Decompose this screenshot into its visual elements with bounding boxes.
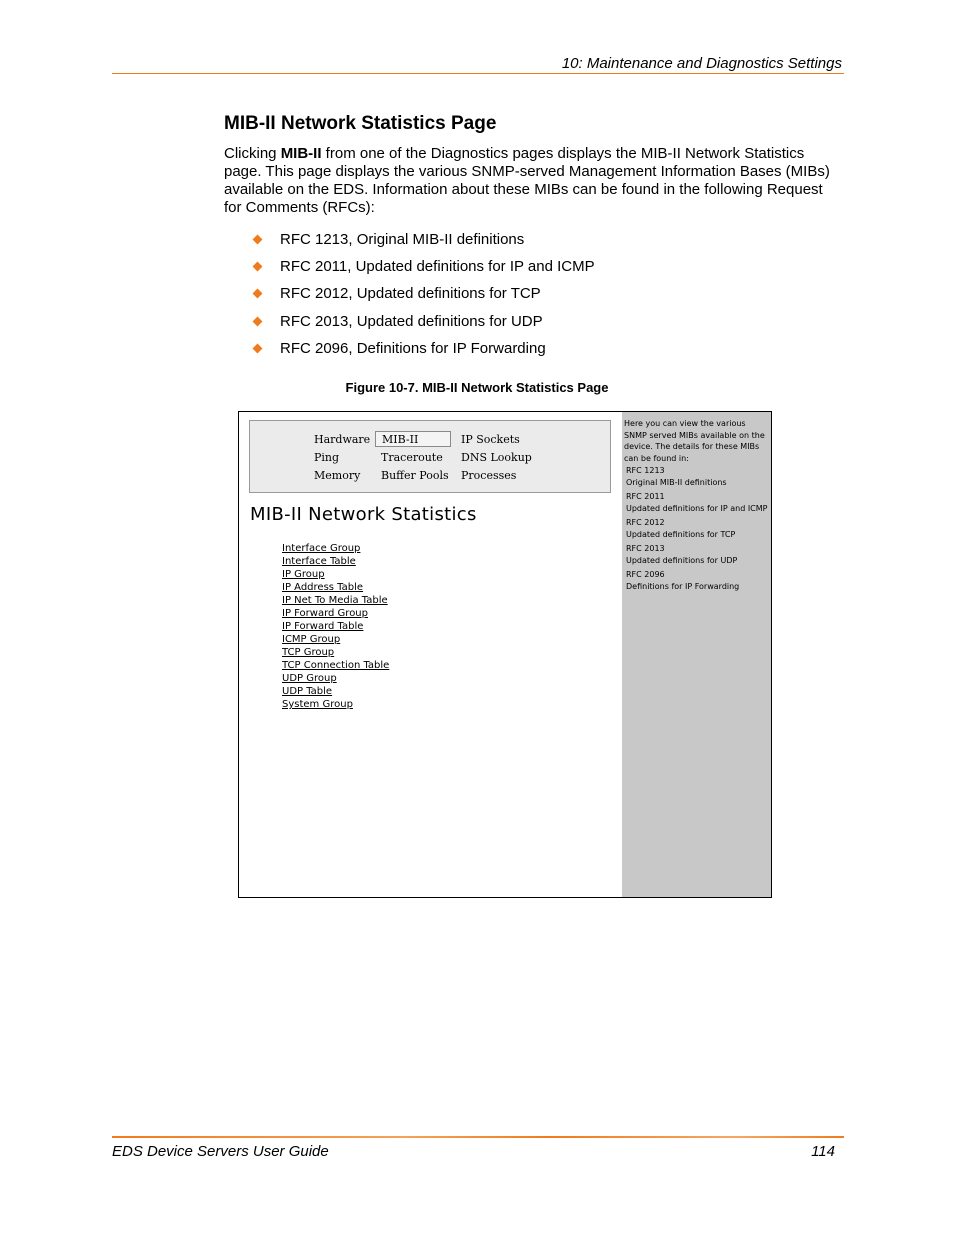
list-item [282, 647, 389, 660]
help-intro-line: device. The details for these MIBs [624, 442, 760, 451]
list-item [282, 660, 389, 673]
list-item [282, 634, 389, 647]
intro-after: from one of the Diagnostics pages displays the MIB-II Network Statistics page. This page displays the various SNMP-served Management Information Bases (MIBs) available on the EDS. Information about these MIBs can be found in the following Request for Comments (RFCs): [224, 145, 830, 216]
screenshot-main-panel [239, 412, 622, 897]
help-rfc-entry [624, 569, 769, 592]
help-rfc-entry [624, 491, 769, 514]
stats-page-title: MIB-II Network Statistics [250, 504, 477, 525]
menu-item-memory[interactable]: Memory [314, 469, 361, 482]
diamond-bullet-icon [253, 343, 263, 353]
menu-item-mib-ii[interactable]: MIB-II [375, 431, 451, 447]
link-ip-forward-table[interactable]: IP Forward Table [282, 621, 364, 632]
diamond-bullet-icon [253, 289, 263, 299]
rfc-name: RFC 2011 [626, 492, 665, 501]
bullet-text: RFC 2013, Updated definitions for UDP [280, 312, 543, 330]
rfc-desc: Updated definitions for TCP [626, 529, 736, 539]
intro-paragraph [224, 145, 844, 217]
help-rfc-entry [624, 517, 769, 540]
bullet-text: RFC 2011, Updated definitions for IP and ICMP [280, 258, 595, 276]
list-item [282, 569, 389, 582]
rfc-desc: Original MIB-II definitions [626, 477, 727, 487]
bullet-item [252, 284, 595, 311]
menu-item-hardware[interactable]: Hardware [314, 433, 371, 446]
bullet-text: RFC 1213, Original MIB-II definitions [280, 231, 525, 248]
figure-caption: Figure 10-7. MIB-II Network Statistics Page [345, 380, 609, 395]
section-title: MIB-II Network Statistics Page [224, 113, 497, 134]
link-ip-forward-group[interactable]: IP Forward Group [282, 608, 368, 619]
intro-before: Clicking [224, 145, 281, 162]
link-tcp-connection-table[interactable]: TCP Connection Table [282, 660, 390, 671]
rfc-name: RFC 2096 [626, 570, 665, 579]
help-intro-line: Here you can view the various [624, 419, 746, 428]
diamond-bullet-icon [253, 262, 263, 272]
menu-item-buffer-pools[interactable]: Buffer Pools [381, 469, 449, 482]
footer-rule [112, 1136, 844, 1138]
list-item [282, 543, 389, 556]
list-item [282, 686, 389, 699]
link-ip-group[interactable]: IP Group [282, 569, 325, 580]
rfc-desc: Updated definitions for UDP [626, 555, 738, 565]
help-rfc-entry [624, 543, 769, 566]
rfc-name: RFC 2013 [626, 544, 665, 553]
link-icmp-group[interactable]: ICMP Group [282, 634, 341, 645]
list-item [282, 699, 389, 712]
mib-link-list [282, 543, 389, 712]
screenshot-help-sidebar [622, 412, 771, 897]
header-rule [112, 73, 844, 74]
menu-item-ip-sockets[interactable]: IP Sockets [461, 433, 520, 446]
diamond-bullet-icon [253, 316, 263, 326]
link-system-group[interactable]: System Group [282, 699, 353, 710]
help-rfc-entry [624, 465, 769, 488]
list-item [282, 673, 389, 686]
rfc-desc: Definitions for IP Forwarding [626, 581, 740, 591]
menu-item-dns-lookup[interactable]: DNS Lookup [461, 451, 532, 464]
link-tcp-group[interactable]: TCP Group [282, 647, 335, 658]
help-intro [624, 418, 769, 464]
link-interface-table[interactable]: Interface Table [282, 556, 356, 567]
diagnostics-menu-grid [314, 431, 541, 485]
list-item [282, 621, 389, 634]
bullet-text: RFC 2012, Updated definitions for TCP [280, 285, 541, 303]
footer-title: EDS Device Servers User Guide [112, 1143, 329, 1160]
rfc-name: RFC 1213 [626, 466, 665, 475]
bullet-item [252, 312, 595, 339]
bullet-text: RFC 2096, Definitions for IP Forwarding [280, 339, 546, 357]
link-udp-group[interactable]: UDP Group [282, 673, 337, 684]
list-item [282, 608, 389, 621]
diagnostics-menu [249, 420, 611, 493]
help-intro-line: can be found in: [624, 453, 689, 463]
rfc-name: RFC 2012 [626, 518, 665, 527]
rfc-desc: Updated definitions for IP and ICMP [626, 503, 768, 513]
page-number: 114 [811, 1143, 835, 1160]
menu-item-ping[interactable]: Ping [314, 451, 340, 464]
bullet-item [252, 257, 595, 284]
embedded-screenshot [238, 411, 772, 898]
menu-item-traceroute[interactable]: Traceroute [381, 451, 443, 464]
rfc-bullet-list [252, 230, 595, 366]
list-item [282, 595, 389, 608]
list-item [282, 556, 389, 569]
running-header: 10: Maintenance and Diagnostics Settings [561, 55, 842, 72]
list-item [282, 582, 389, 595]
link-interface-group[interactable]: Interface Group [282, 543, 361, 554]
bullet-item [252, 339, 595, 366]
menu-item-processes[interactable]: Processes [461, 469, 517, 482]
link-ip-net-to-media-table[interactable]: IP Net To Media Table [282, 595, 388, 606]
link-ip-address-table[interactable]: IP Address Table [282, 582, 364, 593]
diamond-bullet-icon [253, 235, 263, 245]
help-intro-line: SNMP served MIBs available on the [624, 430, 765, 440]
link-udp-table[interactable]: UDP Table [282, 686, 333, 697]
bullet-item [252, 230, 595, 257]
intro-bold: MIB-II [280, 145, 322, 162]
